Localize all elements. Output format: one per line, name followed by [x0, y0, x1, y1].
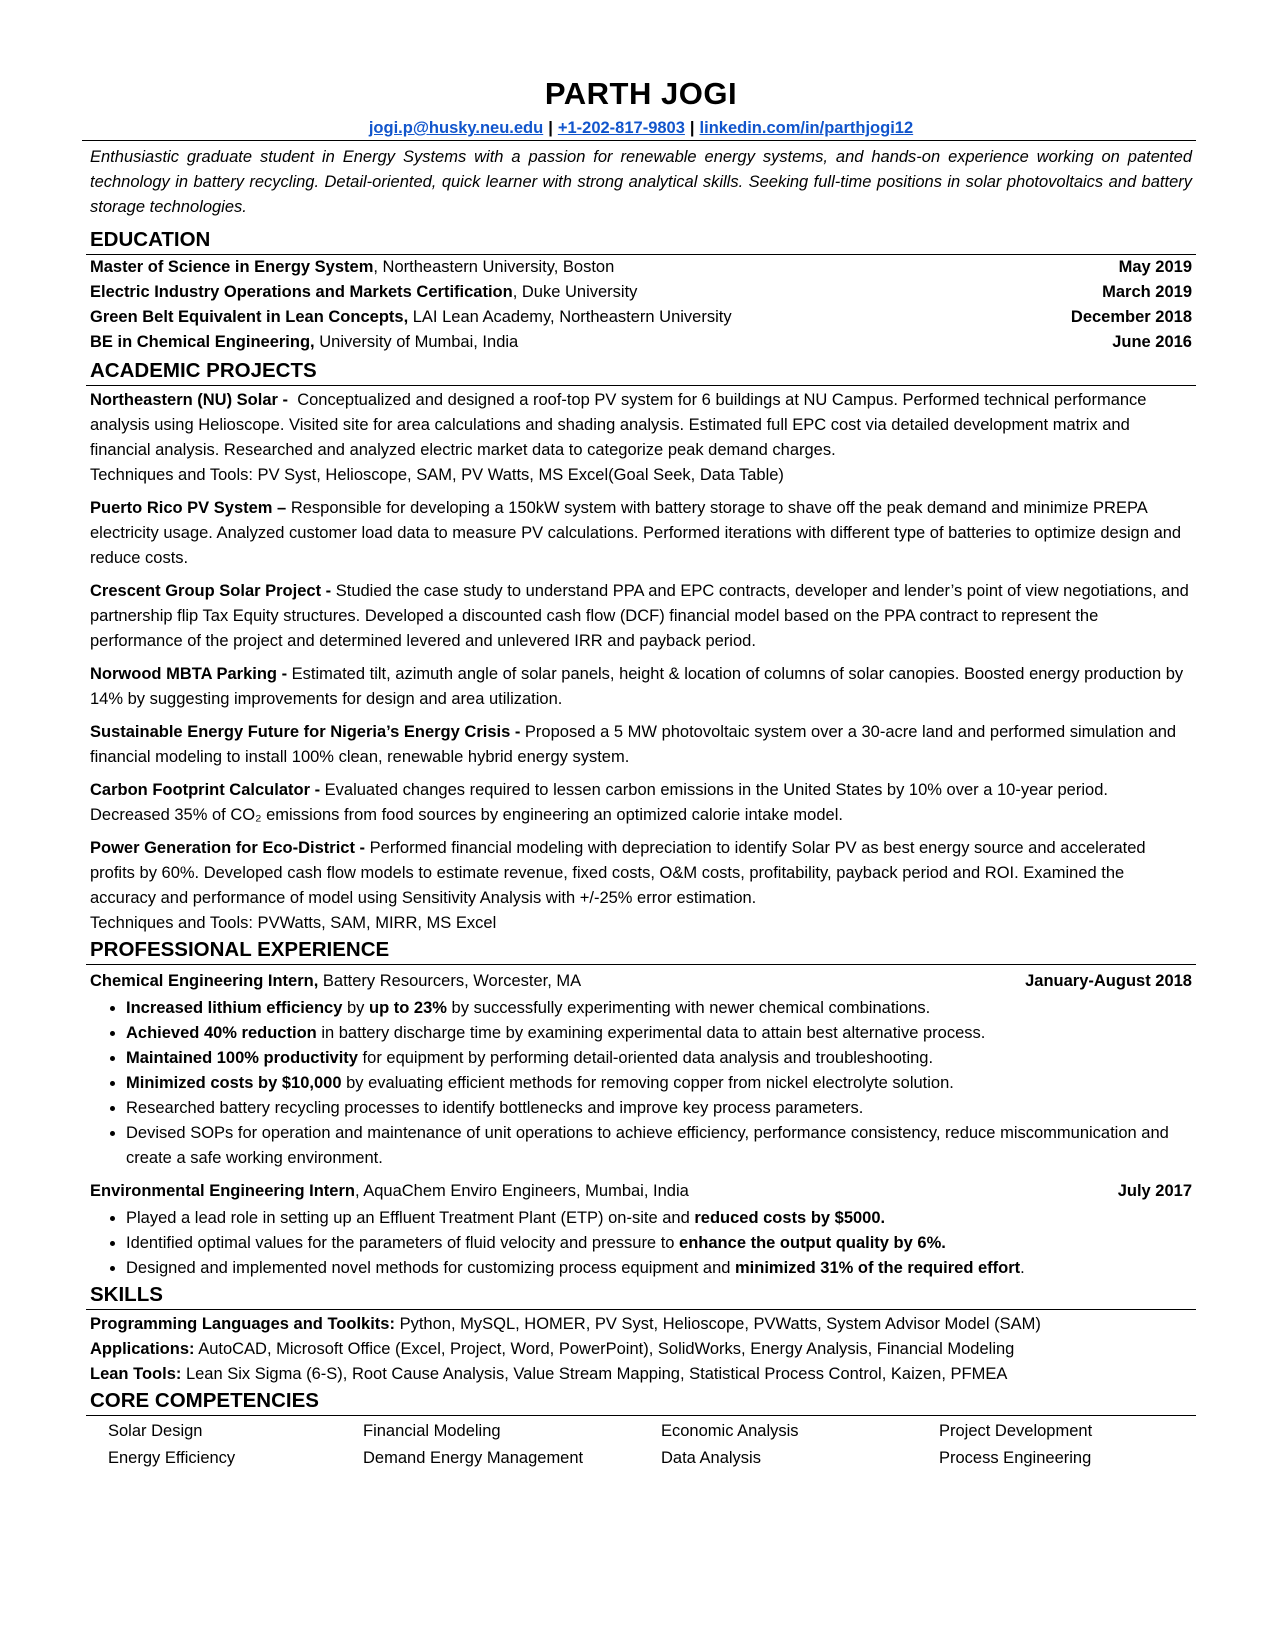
school-name: , Duke University: [512, 283, 638, 301]
bullet-item: [126, 1021, 1196, 1046]
projects-list: [86, 388, 1196, 936]
bullet-text: for equipment by performing detail-oriented data analysis and troubleshooting.: [357, 1049, 934, 1067]
skills-label: Programming Languages and Toolkits:: [90, 1315, 395, 1333]
school-name: University of Mumbai, India: [314, 333, 519, 351]
project-name: Crescent Group Solar Project -: [90, 582, 332, 600]
skills-text: AutoCAD, Microsoft Office (Excel, Project, Word, PowerPoint), SolidWorks, Energy Analysis, Financial Modeling: [194, 1340, 1015, 1358]
bullet-item: [126, 1121, 1196, 1171]
project-item: [86, 720, 1196, 770]
education-date: March 2019: [1102, 283, 1192, 301]
education-date: December 2018: [1070, 308, 1192, 326]
bullet-text: Played a lead role in setting up an Effluent Treatment Plant (ETP) on-site and: [126, 1209, 695, 1227]
project-name: Sustainable Energy Future for Nigeria’s Energy Crisis -: [90, 723, 521, 741]
competencies-grid: [86, 1418, 1196, 1472]
education-item: [86, 305, 1196, 330]
job-bullets: [86, 1206, 1196, 1281]
project-description: Proposed a 5 MW photovoltaic system over a 30-acre land and performed simulation and financial modeling to install 100% clean, renewable hybrid energy system.: [90, 723, 1177, 766]
bullet-text: Designed and implemented novel methods for customizing process equipment and: [126, 1259, 736, 1277]
header-divider: [82, 140, 1196, 141]
section-title-experience: PROFESSIONAL EXPERIENCE: [86, 936, 1196, 965]
job-bullets: [86, 996, 1196, 1171]
degree-name: Master of Science in Energy System: [90, 258, 374, 276]
skills-line: [86, 1337, 1196, 1362]
skills-text: Python, MySQL, HOMER, PV Syst, Helioscope, PVWatts, System Advisor Model (SAM): [394, 1315, 1041, 1333]
degree-name: Green Belt Equivalent in Lean Concepts,: [90, 308, 409, 326]
job-detail: [90, 969, 581, 994]
bullet-bold: Achieved 40% reduction: [126, 1024, 317, 1042]
candidate-name: PARTH JOGI: [544, 76, 738, 111]
project-item: [86, 778, 1196, 828]
resume-page: [86, 74, 1196, 1472]
bullet-text: Identified optimal values for the parameters of fluid velocity and pressure to: [126, 1234, 680, 1252]
bullet-item: [126, 1071, 1196, 1096]
bullet-text: Researched battery recycling processes to identify bottlenecks and improve key process parameters.: [126, 1099, 864, 1117]
competency-item: Demand Energy Management: [363, 1449, 584, 1467]
degree-name: BE in Chemical Engineering,: [90, 333, 315, 351]
bullet-text: in battery discharge time by examining experimental data to attain best alternative process.: [316, 1024, 986, 1042]
contact-separator: |: [548, 119, 553, 137]
job-date: July 2017: [1117, 1182, 1192, 1200]
school-name: , Northeastern University, Boston: [373, 258, 615, 276]
competency-item: Solar Design: [108, 1422, 203, 1440]
bullet-item: [126, 996, 1196, 1021]
education-date: June 2016: [1112, 333, 1192, 351]
skills-text: Lean Six Sigma (6-S), Root Cause Analysis, Value Stream Mapping, Statistical Process Control, Kaizen, PFMEA: [181, 1365, 1008, 1383]
experience-list: [86, 969, 1196, 1281]
contact-separator: |: [689, 119, 695, 137]
bullet-item: [126, 1206, 1196, 1231]
section-title-skills: SKILLS: [86, 1281, 1196, 1310]
bullet-item: [126, 1046, 1196, 1071]
project-description: Evaluated changes required to lessen carbon emissions in the United States by 10% over a 10-year period. Decreased 35% of CO₂ emissions from food sources by engineering an optimized calorie intake model.: [90, 781, 1108, 824]
phone-link[interactable]: +1-202-817-9803: [557, 119, 685, 137]
education-date: May 2019: [1118, 258, 1192, 276]
job-detail: [90, 1179, 689, 1204]
bullet-item: [126, 1096, 1196, 1121]
skills-list: [86, 1312, 1196, 1387]
bullet-item: [126, 1256, 1196, 1281]
bullet-bold: Minimized costs by $10,000: [126, 1074, 342, 1092]
job-header: [86, 969, 1196, 994]
education-list: [86, 255, 1196, 355]
job-date: January-August 2018: [1025, 972, 1192, 990]
bullet-bold: Increased lithium efficiency: [126, 999, 343, 1017]
job-header: [86, 1179, 1196, 1204]
skills-label: Applications:: [90, 1340, 195, 1358]
bullet-item: [126, 1231, 1196, 1256]
project-item: [86, 388, 1196, 488]
education-item: [86, 280, 1196, 305]
skills-line: [86, 1362, 1196, 1387]
bullet-text: .: [1020, 1259, 1025, 1277]
project-item: [86, 496, 1196, 571]
job-company: Battery Resourcers, Worcester, MA: [318, 972, 582, 990]
education-detail: [90, 280, 637, 305]
job-role: Environmental Engineering Intern: [90, 1182, 355, 1200]
section-title-education: EDUCATION: [86, 226, 1196, 255]
education-detail: [90, 330, 518, 355]
project-item: [86, 579, 1196, 654]
competency-item: Economic Analysis: [661, 1422, 799, 1440]
project-item: [86, 836, 1196, 936]
bullet-text: by successfully experimenting with newer chemical combinations.: [446, 999, 931, 1017]
project-item: [86, 662, 1196, 712]
competency-item: Financial Modeling: [363, 1422, 501, 1440]
project-description: Conceptualized and designed a roof-top PV system for 6 buildings at NU Campus. Performed technical performance analysis using Helioscope. Visited site for area calculations and shading analysis. Estimated full EPC cost via detailed development matrix and financial analysis. Researched and analyzed electric market data to categorize peak demand charges.: [90, 391, 1152, 459]
contact-line: [86, 116, 1196, 140]
bullet-bold: up to 23%: [369, 999, 447, 1017]
job-company: , AquaChem Enviro Engineers, Mumbai, India: [354, 1182, 689, 1200]
bullet-text: Devised SOPs for operation and maintenance of unit operations to achieve efficiency, performance consistency, reduce miscommunication and create a safe working environment.: [126, 1124, 1169, 1167]
project-name: Puerto Rico PV System –: [90, 499, 287, 517]
email-link[interactable]: jogi.p@husky.neu.edu: [368, 119, 544, 137]
project-tools: Techniques and Tools: PVWatts, SAM, MIRR, MS Excel: [90, 914, 497, 932]
bullet-bold: enhance the output quality by 6%.: [679, 1234, 946, 1252]
bullet-text: by: [342, 999, 370, 1017]
education-item: [86, 330, 1196, 355]
competency-item: Process Engineering: [939, 1449, 1092, 1467]
linkedin-link[interactable]: linkedin.com/in/parthjogi12: [699, 119, 914, 137]
bullet-bold: Maintained 100% productivity: [126, 1049, 358, 1067]
project-description: Responsible for developing a 150kW system with battery storage to shave off the peak demand and minimize PREPA electricity usage. Analyzed customer load data to measure PV calculations. Performed iterations with different type of batteries to optimize design and reduce costs.: [90, 499, 1182, 567]
skills-line: [86, 1312, 1196, 1337]
education-detail: [90, 305, 732, 330]
job-role: Chemical Engineering Intern,: [90, 972, 319, 990]
bullet-bold: minimized 31% of the required effort: [735, 1259, 1021, 1277]
project-name: Northeastern (NU) Solar -: [90, 391, 289, 409]
school-name: LAI Lean Academy, Northeastern University: [408, 308, 732, 326]
competency-item: Energy Efficiency: [108, 1449, 236, 1467]
section-title-competencies: CORE COMPETENCIES: [86, 1387, 1196, 1416]
education-item: [86, 255, 1196, 280]
competency-item: Project Development: [939, 1422, 1093, 1440]
education-detail: [90, 255, 614, 280]
project-name: Norwood MBTA Parking -: [90, 665, 288, 683]
skills-label: Lean Tools:: [90, 1365, 182, 1383]
project-description: Estimated tilt, azimuth angle of solar panels, height & location of columns of solar canopies. Boosted energy production by 14% by suggesting improvements for design and area utilization.: [90, 665, 1184, 708]
bullet-text: by evaluating efficient methods for removing copper from nickel electrolyte solution.: [341, 1074, 954, 1092]
competency-item: Data Analysis: [661, 1449, 761, 1467]
project-tools: Techniques and Tools: PV Syst, Helioscope, SAM, PV Watts, MS Excel(Goal Seek, Data Table): [90, 466, 784, 484]
project-description: Studied the case study to understand PPA and EPC contracts, developer and lender’s point of view negotiations, and partnership flip Tax Equity structures. Developed a discounted cash flow (DCF) financial model based on the PPA contract to represent the performance of the project and determined levered and unlevered IRR and payback period.: [90, 582, 1189, 650]
section-title-projects: ACADEMIC PROJECTS: [86, 357, 1196, 386]
project-name: Carbon Footprint Calculator -: [90, 781, 321, 799]
project-description: Performed financial modeling with depreciation to identify Solar PV as best energy source and accelerated profits by 60%. Developed cash flow models to estimate revenue, fixed costs, O&M costs, profitability, payback period and ROI. Examined the accuracy and performance of model using Sensitivity Analysis with +/-25% error estimation.: [90, 839, 1146, 907]
summary-paragraph: Enthusiastic graduate student in Energy Systems with a passion for renewable energy systems, and hands-on experience working on patented technology in battery recycling. Detail-oriented, quick learner with strong analytical skills. Seeking full-time positions in solar photovoltaics and battery storage technologies.: [90, 148, 1192, 216]
project-name: Power Generation for Eco-District -: [90, 839, 366, 857]
degree-name: Electric Industry Operations and Markets Certification: [90, 283, 513, 301]
bullet-bold: reduced costs by $5000.: [694, 1209, 886, 1227]
